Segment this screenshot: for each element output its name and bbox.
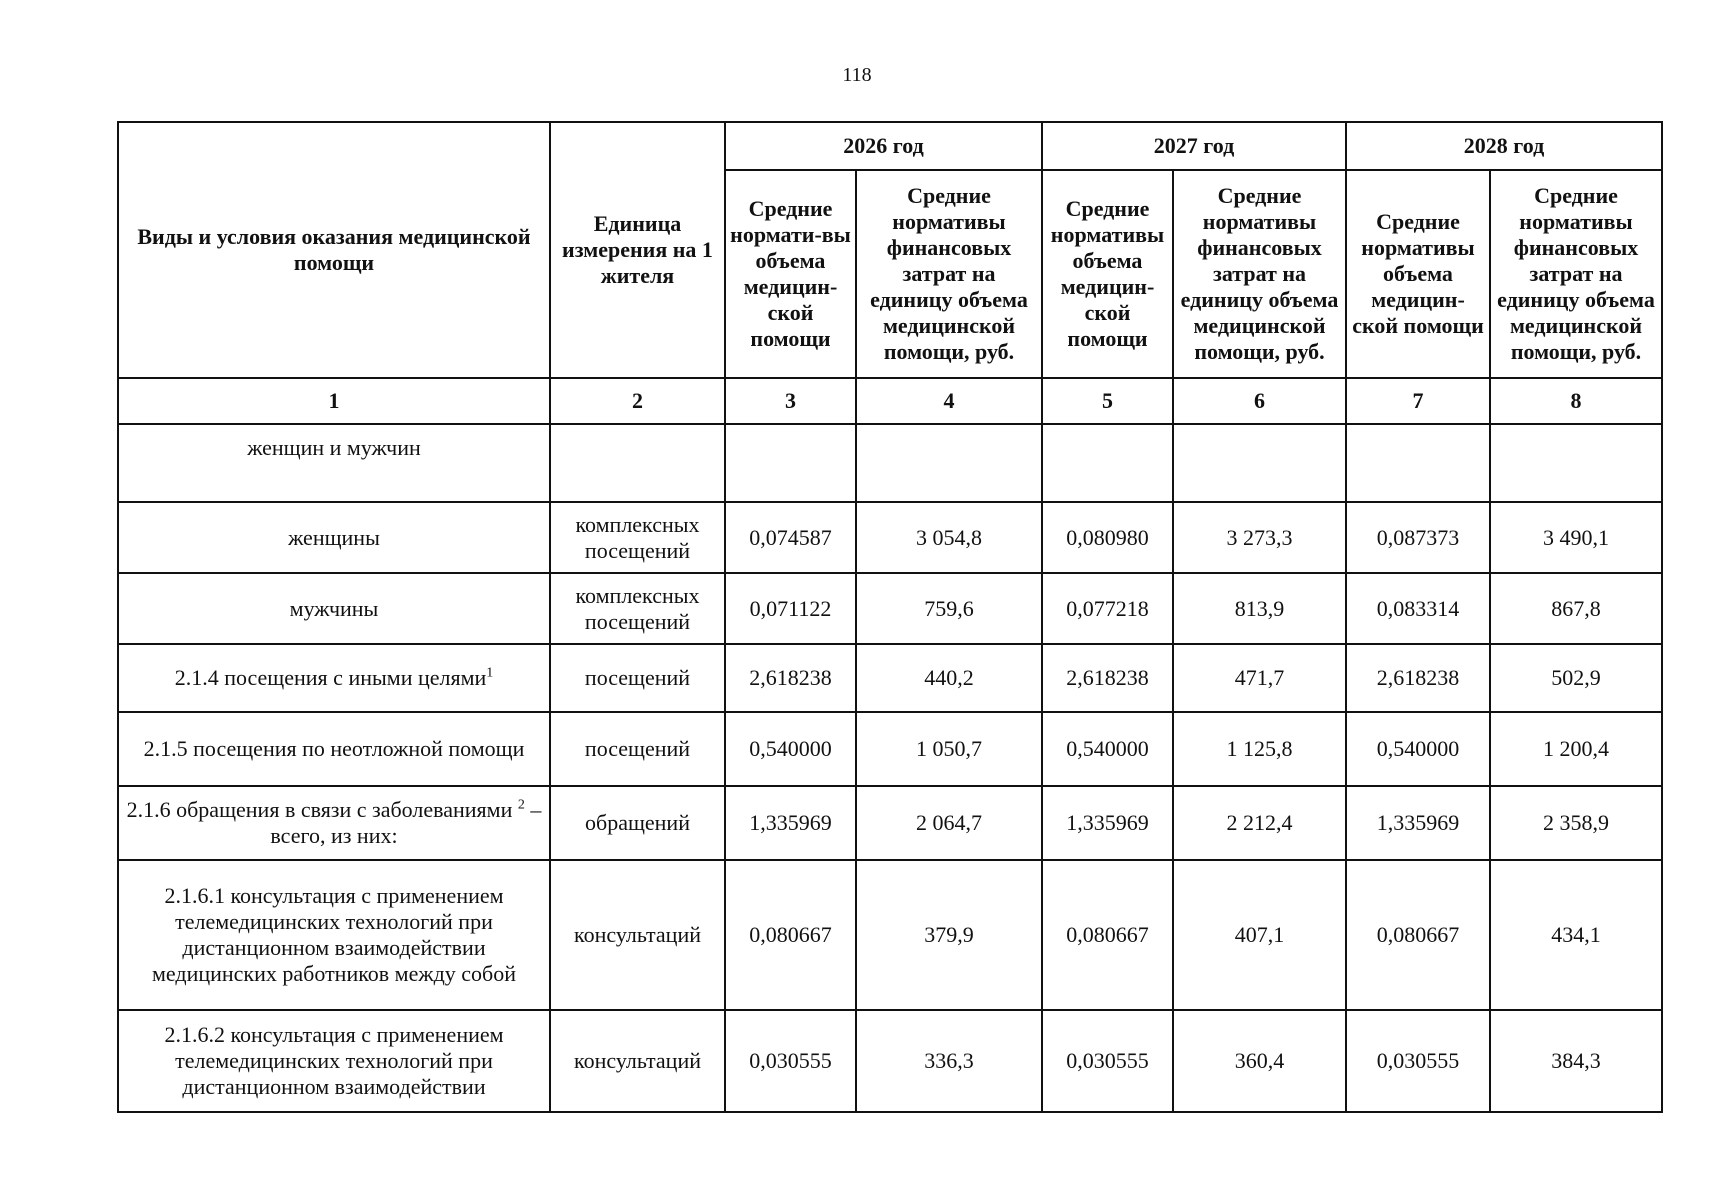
cell-value: 0,080667 xyxy=(1042,860,1173,1010)
table-row xyxy=(118,860,1662,1010)
header-care-type: Виды и условия оказания медицинской помощи xyxy=(118,122,550,378)
header-cost-2028: Средние нормативы финансовых затрат на единицу объема медицинской помощи, руб. xyxy=(1490,170,1662,378)
table-row xyxy=(118,424,1662,502)
page-number: 118 xyxy=(842,64,872,86)
table-row xyxy=(118,502,1662,573)
header-cost-2027: Средние нормативы финансовых затрат на единицу объема медицинской помощи, руб. xyxy=(1173,170,1346,378)
cell-value xyxy=(1042,424,1173,502)
table-row xyxy=(118,712,1662,786)
cell-value: 3 273,3 xyxy=(1173,502,1346,573)
footnote-mark: 2 xyxy=(517,797,525,813)
row-label: 2.1.4 посещения с иными целями$^1$ xyxy=(118,644,550,712)
cell-value: 0,030555 xyxy=(1042,1010,1173,1112)
cell-value: 1,335969 xyxy=(725,786,856,860)
cell-value: 867,8 xyxy=(1490,573,1662,644)
cell-value: 1,335969 xyxy=(1042,786,1173,860)
cell-value: 0,087373 xyxy=(1346,502,1490,573)
cell-value: 502,9 xyxy=(1490,644,1662,712)
cell-value: 0,540000 xyxy=(1042,712,1173,786)
cell-value xyxy=(1173,424,1346,502)
cell-value: 0,080667 xyxy=(725,860,856,1010)
row-unit: консультаций xyxy=(550,1010,725,1112)
norms-table xyxy=(117,121,1663,1113)
row-unit: посещений xyxy=(550,644,725,712)
row-unit: консультаций xyxy=(550,860,725,1010)
cell-value: 384,3 xyxy=(1490,1010,1662,1112)
cell-value: 813,9 xyxy=(1173,573,1346,644)
column-number: 4 xyxy=(856,378,1042,424)
cell-value: 3 490,1 xyxy=(1490,502,1662,573)
cell-value: 360,4 xyxy=(1173,1010,1346,1112)
cell-value: 336,3 xyxy=(856,1010,1042,1112)
row-label: женщин и мужчин xyxy=(118,424,550,502)
row-unit: обращений xyxy=(550,786,725,860)
cell-value: 2 064,7 xyxy=(856,786,1042,860)
column-number: 6 xyxy=(1173,378,1346,424)
cell-value: 2,618238 xyxy=(1346,644,1490,712)
cell-value: 0,077218 xyxy=(1042,573,1173,644)
cell-value: 2 358,9 xyxy=(1490,786,1662,860)
column-number: 3 xyxy=(725,378,856,424)
row-label: 2.1.6 обращения в связи с заболеваниями $^2$ – всего, из них: xyxy=(118,786,550,860)
column-number: 5 xyxy=(1042,378,1173,424)
column-number: 7 xyxy=(1346,378,1490,424)
cell-value xyxy=(1490,424,1662,502)
cell-value: 1 200,4 xyxy=(1490,712,1662,786)
row-unit: посещений xyxy=(550,712,725,786)
row-unit: комплексных посещений xyxy=(550,502,725,573)
cell-value: 379,9 xyxy=(856,860,1042,1010)
table-row xyxy=(118,1010,1662,1112)
cell-value: 440,2 xyxy=(856,644,1042,712)
header-volume-2026: Средние нормати-вы объема медицин-ской помощи xyxy=(725,170,856,378)
header-year-2026: 2026 год xyxy=(725,122,1042,170)
cell-value xyxy=(725,424,856,502)
cell-value: 1 050,7 xyxy=(856,712,1042,786)
cell-value: 0,074587 xyxy=(725,502,856,573)
header-year-2027: 2027 год xyxy=(1042,122,1346,170)
table-row xyxy=(118,573,1662,644)
cell-value: 471,7 xyxy=(1173,644,1346,712)
table-row xyxy=(118,786,1662,860)
row-label: 2.1.6.1 консультация с применением телемедицинских технологий при дистанционном взаимодействии медицинских работников между собой xyxy=(118,860,550,1010)
cell-value: 759,6 xyxy=(856,573,1042,644)
cell-value: 434,1 xyxy=(1490,860,1662,1010)
row-unit: комплексных посещений xyxy=(550,573,725,644)
cell-value xyxy=(856,424,1042,502)
cell-value: 1,335969 xyxy=(1346,786,1490,860)
header-cost-2026: Средние нормативы финансовых затрат на единицу объема медицинской помощи, руб. xyxy=(856,170,1042,378)
cell-value: 0,071122 xyxy=(725,573,856,644)
cell-value: 0,083314 xyxy=(1346,573,1490,644)
cell-value xyxy=(1346,424,1490,502)
cell-value: 2,618238 xyxy=(1042,644,1173,712)
cell-value: 0,540000 xyxy=(1346,712,1490,786)
cell-value: 0,080980 xyxy=(1042,502,1173,573)
cell-value: 407,1 xyxy=(1173,860,1346,1010)
row-label: 2.1.6.2 консультация с применением телемедицинских технологий при дистанционном взаимодействии xyxy=(118,1010,550,1112)
cell-value: 2 212,4 xyxy=(1173,786,1346,860)
cell-value: 0,540000 xyxy=(725,712,856,786)
row-label: женщины xyxy=(118,502,550,573)
header-unit: Единица измерения на 1 жителя xyxy=(550,122,725,378)
row-unit xyxy=(550,424,725,502)
header-volume-2028: Средние нормативы объема медицин-ской помощи xyxy=(1346,170,1490,378)
cell-value: 0,030555 xyxy=(725,1010,856,1112)
row-label: мужчины xyxy=(118,573,550,644)
footnote-mark: 1 xyxy=(486,665,494,681)
cell-value: 0,080667 xyxy=(1346,860,1490,1010)
column-number: 1 xyxy=(118,378,550,424)
cell-value: 0,030555 xyxy=(1346,1010,1490,1112)
row-label: 2.1.5 посещения по неотложной помощи xyxy=(118,712,550,786)
cell-value: 2,618238 xyxy=(725,644,856,712)
column-number: 2 xyxy=(550,378,725,424)
cell-value: 3 054,8 xyxy=(856,502,1042,573)
column-number: 8 xyxy=(1490,378,1662,424)
header-year-2028: 2028 год xyxy=(1346,122,1662,170)
table-row xyxy=(118,644,1662,712)
cell-value: 1 125,8 xyxy=(1173,712,1346,786)
header-volume-2027: Средние нормативы объема медицин-ской помощи xyxy=(1042,170,1173,378)
